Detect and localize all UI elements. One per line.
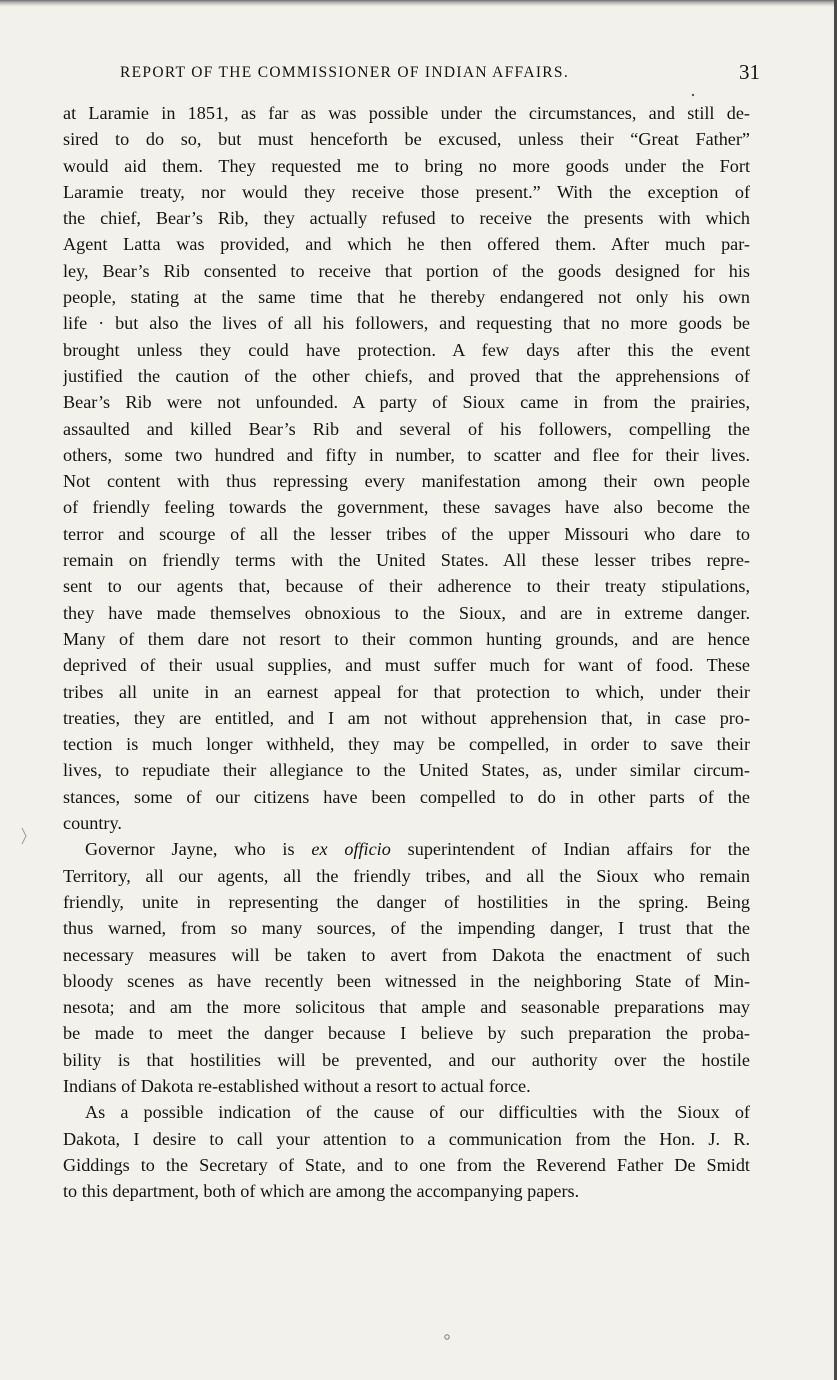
text-line: assaulted and killed Bear’s Rib and several of his followers, compelling the [63,418,750,439]
text-line: justified the caution of the other chiefs, and proved that the apprehensions of [63,365,750,386]
text-line: to this department, both of which are among the accompanying papers. [63,1181,580,1202]
text-line: Not content with thus repressing every manifestation among their own people [63,471,750,492]
text-line: Giddings to the Secretary of State, and to one from the Reverend Father De Smidt [63,1154,750,1175]
text-line: friendly, unite in representing the danger of hostilities in the spring. Being [63,891,750,912]
text-line: stances, some of our citizens have been compelled to do in other parts of the [63,786,750,807]
text-line: sent to our agents that, because of their adherence to their treaty stipulations, [63,576,750,597]
text-line: of friendly feeling towards the government, these savages have also become the [63,497,750,518]
text-line: deprived of their usual supplies, and must suffer much for want of food. These [63,655,750,676]
text-line: bloody scenes as have recently been witnessed in the neighboring State of Min- [63,970,750,991]
text-line: As a possible indication of the cause of our difficulties with the Sioux of [85,1102,750,1123]
text-line: country. [63,813,122,834]
text-line: life · but also the lives of all his followers, and requesting that no more goods be [63,313,750,334]
text-fragment: superintendent of Indian affairs for the [390,839,750,860]
text-line: tribes all unite in an earnest appeal for that protection to which, under their [63,681,750,702]
text-fragment: Governor Jayne, who is [85,839,312,860]
text-line: ley, Bear’s Rib consented to receive that portion of the goods designed for his [63,260,750,281]
text-line: thus warned, from so many sources, of the impending danger, I trust that the [63,918,750,939]
text-line: Territory, all our agents, all the friendly tribes, and all the Sioux who remain [63,865,750,886]
text-line: would aid them. They requested me to bring no more goods under the Fort [63,155,750,176]
text-line-with-italic [63,836,750,862]
paragraph-2 [63,836,750,1099]
text-line: brought unless they could have protection. A few days after this the event [63,339,750,360]
text-line: necessary measures will be taken to avert from Dakota the enactment of such [63,944,750,965]
speck-mark [692,94,694,96]
text-line: remain on friendly terms with the United States. All these lesser tribes repre- [63,550,750,571]
paragraph-3 [63,1099,750,1204]
text-line: Dakota, I desire to call your attention to a communication from the Hon. J. R. [63,1128,750,1149]
text-line: people, stating at the same time that he thereby endangered not only his own [63,287,750,308]
body-text [63,100,750,1204]
running-head-title: REPORT OF THE COMMISSIONER OF INDIAN AFFAIRS. [120,64,570,81]
text-line: sired to do so, but must henceforth be excused, unless their “Great Father” [63,129,750,150]
speck-mark [445,1335,449,1339]
text-line: Laramie treaty, nor would they receive those present.” With the exception of [63,181,750,202]
page-number: 31 [739,60,760,84]
text-line: others, some two hundred and fifty in number, to scatter and flee for their lives. [63,444,750,465]
text-line: at Laramie in 1851, as far as was possible under the circumstances, and still de- [63,103,750,123]
text-line: lives, to repudiate their allegiance to the United States, as, under similar circum- [63,760,750,781]
text-line: Bear’s Rib were not unfounded. A party of Sioux came in from the prairies, [63,392,750,413]
text-line: Many of them dare not resort to their common hunting grounds, and are hence [63,628,750,649]
text-line: Agent Latta was provided, and which he then offered them. After much par- [63,234,750,255]
text-line: Indians of Dakota re-established without a resort to actual force. [63,1075,531,1096]
text-line: tection is much longer withheld, they may be compelled, in order to save their [63,734,750,755]
speck-mark [22,828,26,844]
running-head [60,60,760,88]
text-line: treaties, they are entitled, and I am not without apprehension that, in case pro- [63,707,750,728]
text-line: the chief, Bear’s Rib, they actually refused to receive the presents with which [63,208,750,229]
text-line: terror and scourge of all the lesser tribes of the upper Missouri who dare to [63,523,750,544]
paragraph-1 [63,100,750,836]
italic-phrase: ex officio [311,839,391,860]
text-line: they have made themselves obnoxious to the Sioux, and are in extreme danger. [63,602,750,623]
text-line: nesota; and am the more solicitous that ample and seasonable preparations may [63,997,750,1018]
page-top-edge [0,0,837,7]
text-line: bility is that hostilities will be prevented, and our authority over the hostile [63,1049,750,1070]
text-line: be made to meet the danger because I believe by such preparation the proba- [63,1023,750,1044]
